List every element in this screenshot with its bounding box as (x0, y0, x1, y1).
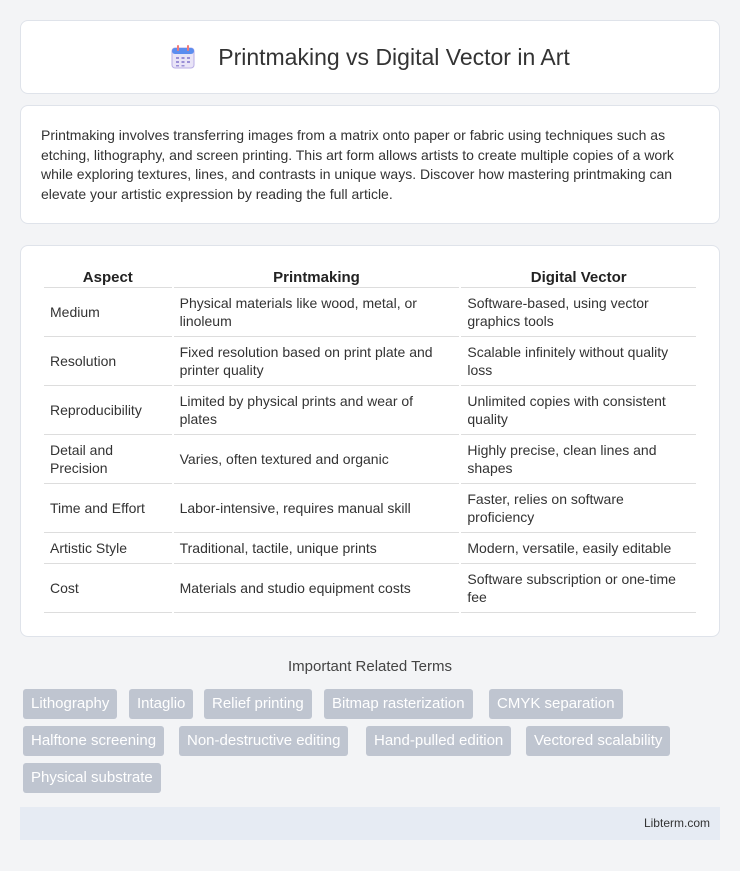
table-row (44, 533, 696, 564)
intro-card (20, 105, 720, 224)
cell-digital-vector: Faster, relies on software proficiency (461, 484, 696, 533)
term-tag[interactable]: CMYK separation (489, 689, 623, 719)
term-tag[interactable]: Bitmap rasterization (324, 689, 473, 719)
table-row (44, 288, 696, 337)
cell-digital-vector: Scalable infinitely without quality loss (461, 337, 696, 386)
cell-printmaking: Fixed resolution based on print plate and printer quality (174, 337, 460, 386)
cell-printmaking: Limited by physical prints and wear of plates (174, 386, 460, 435)
cell-aspect: Detail and Precision (44, 435, 172, 484)
term-tag[interactable]: Physical substrate (23, 763, 161, 793)
cell-digital-vector: Software-based, using vector graphics tools (461, 288, 696, 337)
cell-aspect: Resolution (44, 337, 172, 386)
cell-printmaking: Labor-intensive, requires manual skill (174, 484, 460, 533)
table-row (44, 337, 696, 386)
cell-aspect: Cost (44, 564, 172, 613)
cell-digital-vector: Unlimited copies with consistent quality (461, 386, 696, 435)
comparison-table (42, 266, 698, 613)
table-row (44, 564, 696, 613)
intro-text: Printmaking involves transferring images from a matrix onto paper or fabric using techniques such as etching, lithography, and screen printing. This art form allows artists to create multiple copies of a work while exploring textures, lines, and contrasts in unique ways. Discover how mastering printmaking can elevate your artistic expression by reading the full article. (41, 127, 674, 202)
cell-printmaking: Varies, often textured and organic (174, 435, 460, 484)
header-digital-vector: Digital Vector (461, 266, 696, 288)
cell-digital-vector: Modern, versatile, easily editable (461, 533, 696, 564)
cell-aspect: Reproducibility (44, 386, 172, 435)
header-printmaking: Printmaking (174, 266, 460, 288)
table-row (44, 386, 696, 435)
table-row (44, 484, 696, 533)
cell-aspect: Medium (44, 288, 172, 337)
term-tag[interactable]: Intaglio (129, 689, 193, 719)
comparison-card (20, 245, 720, 637)
header-aspect: Aspect (44, 266, 172, 288)
term-tag[interactable]: Vectored scalability (526, 726, 670, 756)
header-card (20, 20, 720, 94)
page-title: Printmaking vs Digital Vector in Art (218, 43, 570, 70)
footer-brand[interactable]: Libterm.com (643, 816, 710, 830)
related-terms-title: Important Related Terms (288, 658, 452, 675)
cell-printmaking: Traditional, tactile, unique prints (174, 533, 460, 564)
term-tag[interactable]: Non-destructive editing (179, 726, 348, 756)
cell-printmaking: Physical materials like wood, metal, or linoleum (174, 288, 460, 337)
cell-digital-vector: Highly precise, clean lines and shapes (461, 435, 696, 484)
footer (20, 807, 720, 840)
term-tag[interactable]: Lithography (23, 689, 117, 719)
table-header-row (44, 266, 696, 288)
cell-digital-vector: Software subscription or one-time fee (461, 564, 696, 613)
term-tag[interactable]: Halftone screening (23, 726, 164, 756)
cell-aspect: Time and Effort (44, 484, 172, 533)
cell-printmaking: Materials and studio equipment costs (174, 564, 460, 613)
term-tag[interactable]: Hand-pulled edition (366, 726, 511, 756)
cell-aspect: Artistic Style (44, 533, 172, 564)
table-row (44, 435, 696, 484)
term-tag[interactable]: Relief printing (204, 689, 312, 719)
calendar-icon (170, 44, 196, 70)
